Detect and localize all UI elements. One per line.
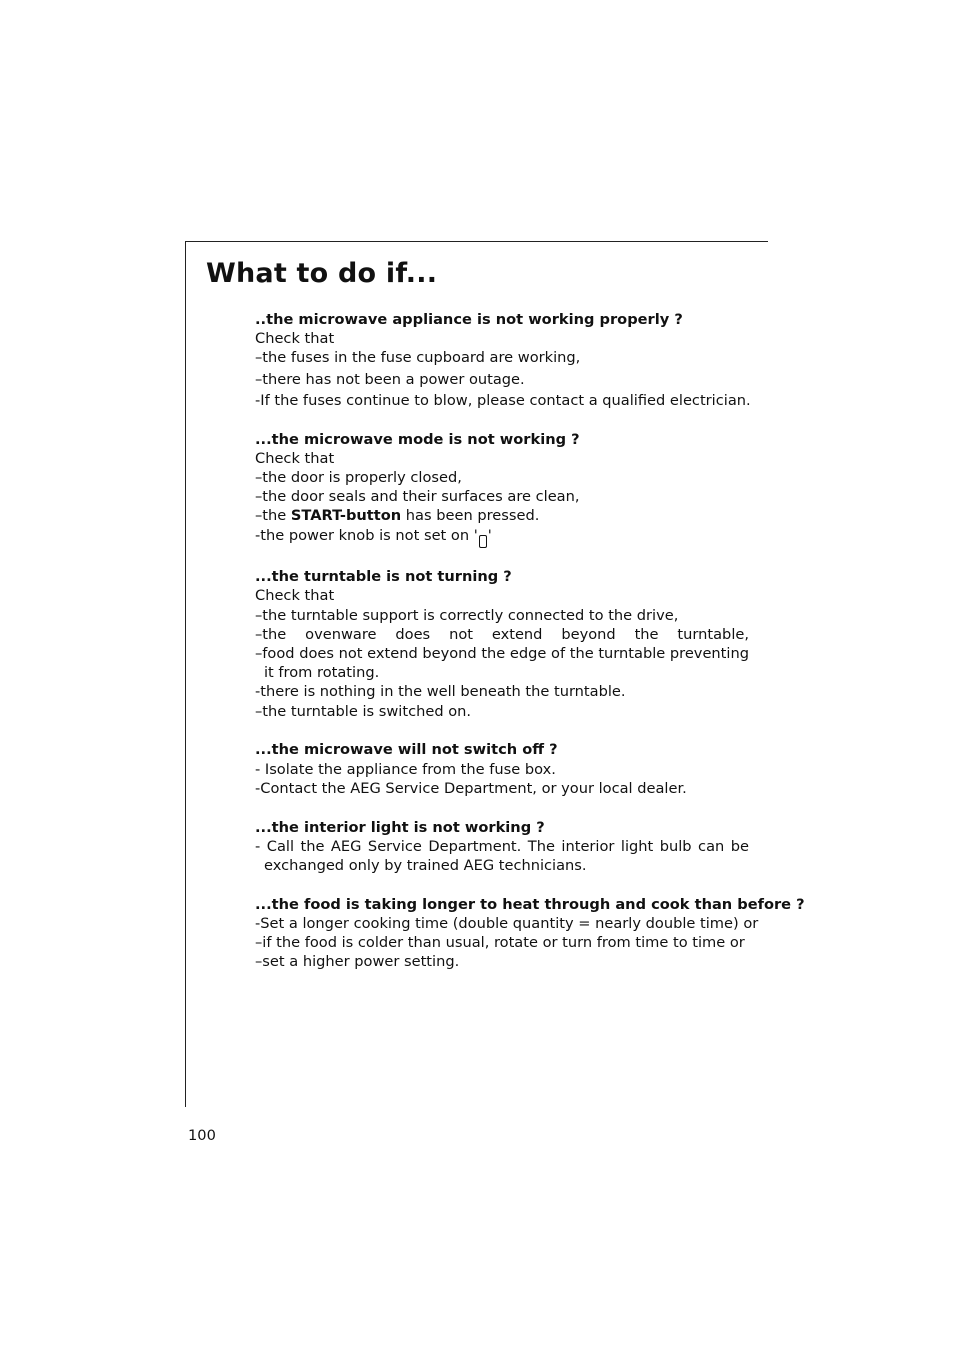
list-item: - Isolate the appliance from the fuse box.	[255, 760, 556, 778]
list-item: –the fuses in the fuse cupboard are working,	[255, 349, 581, 367]
list-item: –the turntable is switched on.	[255, 702, 472, 720]
list-item-power-knob	[255, 526, 749, 548]
list-item: –the door seals and their surfaces are clean,	[255, 488, 580, 506]
item-suffix: '	[487, 526, 492, 544]
list-item: –the door is properly closed,	[255, 469, 462, 487]
list-item: -there is nothing in the well beneath the turntable.	[255, 683, 626, 701]
section-turntable	[255, 567, 749, 721]
section-heading: ..the microwave appliance is not working properly ?	[255, 311, 683, 328]
section-heading: ...the microwave mode is not working ?	[255, 430, 580, 448]
troubleshooting-list	[255, 310, 805, 972]
list-item: –the turntable support is correctly connected to the drive,	[255, 606, 679, 624]
section-heading: ...the turntable is not turning ?	[255, 568, 512, 586]
item-suffix: has been pressed.	[401, 507, 540, 525]
section-will-not-switch-off	[255, 740, 749, 798]
section-heading: ...the interior light is not working ?	[255, 818, 545, 836]
start-button-label: START-button	[290, 507, 402, 525]
check-that-label: Check that	[255, 587, 335, 605]
frame-left-rule	[185, 241, 186, 1107]
section-appliance-not-working	[255, 310, 749, 410]
list-item: –food does not extend beyond the edge of the turntable preventing it from rotating.	[255, 645, 749, 682]
list-item: - Call the AEG Service Department. The interior light bulb can be exchanged only by trained AEG technicians.	[255, 837, 749, 875]
section-microwave-mode	[255, 430, 749, 548]
section-heading: ...the food is taking longer to heat through and cook than before ?	[255, 895, 805, 913]
item-prefix: –the	[255, 507, 291, 525]
section-heading: ...the microwave will not switch off ?	[255, 741, 558, 759]
zero-position-icon	[479, 535, 487, 548]
list-item: –set a higher power setting.	[255, 953, 460, 971]
list-item: -Set a longer cooking time (double quantity = nearly double time) or	[255, 915, 759, 933]
list-item-start-button	[255, 506, 749, 525]
frame-top-rule	[185, 241, 768, 242]
list-item: -Contact the AEG Service Department, or your local dealer.	[255, 779, 687, 797]
list-item: –the ovenware does not extend beyond the turntable,	[255, 625, 749, 643]
check-that-label: Check that	[255, 330, 335, 348]
list-item: -If the fuses continue to blow, please contact a qualified electrician.	[255, 391, 751, 409]
list-item: –if the food is colder than usual, rotate or turn from time to time or	[255, 934, 745, 952]
item-prefix: -the power knob is not set on '	[255, 526, 478, 544]
section-food-longer	[255, 895, 805, 972]
check-that-label: Check that	[255, 449, 335, 467]
page-number: 100	[188, 1127, 216, 1144]
list-item: –there has not been a power outage.	[255, 370, 525, 388]
page-title: What to do if...	[206, 258, 438, 289]
section-interior-light	[255, 818, 749, 876]
